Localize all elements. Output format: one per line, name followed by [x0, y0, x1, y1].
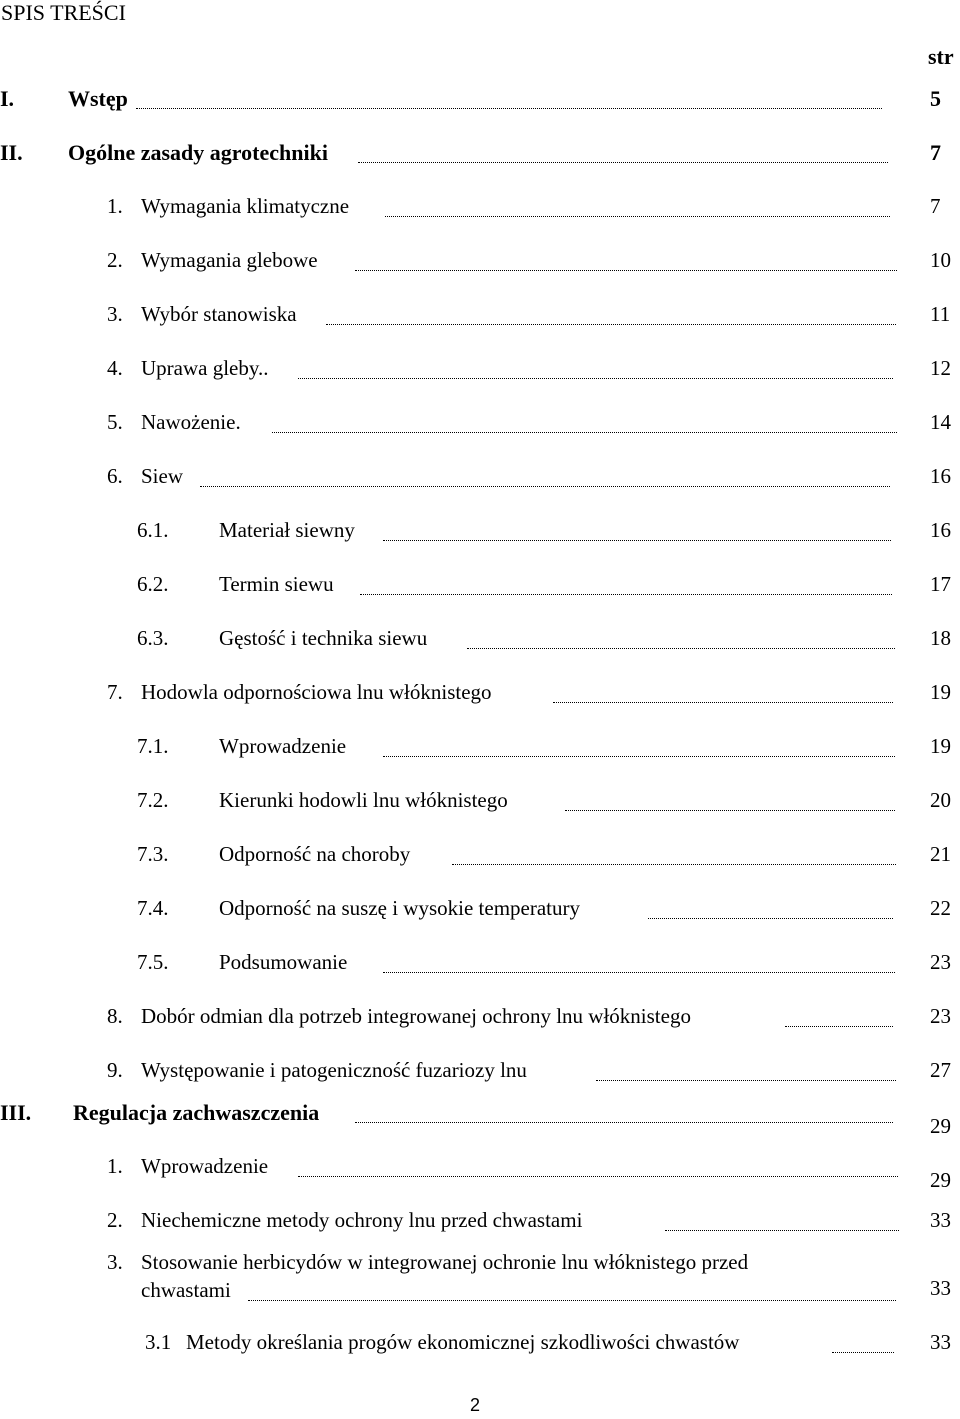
toc-entry-page: 16 [930, 518, 951, 542]
toc-entry-number: I. [0, 86, 15, 111]
toc-entry[interactable] [0, 356, 960, 396]
leader-dots [383, 540, 891, 541]
toc-entry[interactable] [0, 1004, 960, 1044]
leader-dots [326, 324, 896, 325]
toc-entry-page: 18 [930, 626, 951, 650]
toc-entry[interactable] [0, 896, 960, 936]
toc-entry-number: 7. [107, 680, 123, 704]
leader-dots [248, 1300, 896, 1301]
toc-entry-page: 21 [930, 842, 951, 866]
toc-entry-title: Nawożenie. [141, 410, 241, 434]
toc-entry-title: Metody określania progów ekonomicznej szkodliwości chwastów [186, 1330, 740, 1354]
toc-entry-title: Siew [141, 464, 183, 488]
toc-entry-number: 1. [107, 194, 123, 218]
toc-entry-page: 14 [930, 410, 951, 434]
leader-dots [383, 756, 895, 757]
toc-entry-number: 7.2. [137, 788, 169, 812]
toc-entry[interactable] [0, 1330, 960, 1370]
toc-entry-title: Wstęp [68, 86, 128, 111]
toc-entry-title: Niechemiczne metody ochrony lnu przed chwastami [141, 1208, 583, 1232]
toc-entry-title: Podsumowanie [219, 950, 348, 974]
leader-dots [452, 864, 896, 865]
toc-entry-title: Regulacja zachwaszczenia [73, 1100, 320, 1125]
leader-dots [785, 1026, 893, 1027]
toc-entry-page: 29 [930, 1114, 951, 1138]
toc-entry-page: 7 [930, 194, 941, 218]
toc-entry-title: Wymagania glebowe [141, 248, 318, 272]
toc-entry-page: 33 [930, 1276, 951, 1300]
leader-dots [200, 486, 890, 487]
toc-entry-title: Dobór odmian dla potrzeb integrowanej ochrony lnu włóknistego [141, 1004, 691, 1028]
toc-entry-page: 17 [930, 572, 951, 596]
toc-entry-page: 27 [930, 1058, 951, 1082]
toc-entry-title: Wymagania klimatyczne [141, 194, 350, 218]
toc-entry-page: 11 [930, 302, 951, 326]
toc-entry[interactable] [0, 86, 960, 126]
toc-entry-number: 6.3. [137, 626, 169, 650]
toc-entry-title: Uprawa gleby.. [141, 356, 269, 380]
toc-entry-title-continued: chwastami [141, 1278, 231, 1302]
toc-entry-title: Wybór stanowiska [141, 302, 297, 326]
toc-entry[interactable] [0, 1208, 960, 1248]
toc-entry[interactable] [0, 842, 960, 882]
page-number: 2 [470, 1395, 481, 1415]
leader-dots [355, 1122, 893, 1123]
toc-entry[interactable] [0, 140, 960, 180]
toc-entry[interactable] [0, 194, 960, 234]
leader-dots [298, 1176, 898, 1177]
toc-entry-page: 29 [930, 1168, 951, 1192]
toc-entry-number: II. [0, 140, 23, 165]
toc-entry-page: 12 [930, 356, 951, 380]
toc-entry[interactable] [0, 680, 960, 720]
toc-entry-number: 5. [107, 410, 123, 434]
toc-entry[interactable] [0, 950, 960, 990]
toc-entry[interactable] [0, 788, 960, 828]
toc-entry-page: 10 [930, 248, 951, 272]
toc-entry-number: 3.1 [145, 1330, 172, 1354]
leader-dots [648, 918, 893, 919]
toc-entry[interactable] [0, 626, 960, 666]
toc-entry[interactable] [0, 1058, 960, 1098]
toc-entry-number: 2. [107, 1208, 123, 1232]
toc-entry-title: Występowanie i patogeniczność fuzariozy lnu [141, 1058, 527, 1082]
leader-dots [136, 108, 882, 109]
toc-entry-title: Wprowadzenie [219, 734, 347, 758]
toc-entry-page: 33 [930, 1208, 951, 1232]
toc-entry[interactable] [0, 734, 960, 774]
toc-entry-page: 19 [930, 734, 951, 758]
toc-entry-number: 7.5. [137, 950, 169, 974]
leader-dots [467, 648, 895, 649]
toc-entry-title: Stosowanie herbicydów w integrowanej ochronie lnu włóknistego przed [141, 1250, 749, 1274]
toc-title: SPIS TREŚCI [1, 0, 126, 25]
leader-dots [358, 162, 888, 163]
toc-entry-page: 33 [930, 1330, 951, 1354]
toc-entry-number: 6. [107, 464, 123, 488]
leader-dots [385, 216, 890, 217]
toc-entry-number: 7.3. [137, 842, 169, 866]
toc-entry-number: 7.4. [137, 896, 169, 920]
toc-entry[interactable] [0, 410, 960, 450]
toc-entry-title: Hodowla odpornościowa lnu włóknistego [141, 680, 492, 704]
toc-entry-title: Termin siewu [219, 572, 334, 596]
toc-entry-title: Kierunki hodowli lnu włóknistego [219, 788, 508, 812]
leader-dots [383, 972, 895, 973]
toc-entry-number: 7.1. [137, 734, 169, 758]
toc-entry[interactable] [0, 302, 960, 342]
toc-entry[interactable] [0, 1154, 960, 1194]
toc-entry-number: 4. [107, 356, 123, 380]
toc-entry[interactable] [0, 518, 960, 558]
page-column-label: str [928, 44, 954, 69]
leader-dots [832, 1352, 894, 1353]
leader-dots [665, 1230, 899, 1231]
toc-entry-number: 3. [107, 1250, 123, 1274]
toc-entry-page: 22 [930, 896, 951, 920]
toc-entry-title: Gęstość i technika siewu [219, 626, 428, 650]
toc-entry-title: Odporność na suszę i wysokie temperatury [219, 896, 580, 920]
toc-entry-title: Odporność na choroby [219, 842, 411, 866]
toc-entry-number: III. [0, 1100, 32, 1125]
leader-dots [298, 378, 893, 379]
toc-entry[interactable] [0, 1100, 960, 1140]
toc-entry-page: 7 [930, 140, 941, 165]
toc-entry[interactable] [0, 464, 960, 504]
leader-dots [565, 810, 895, 811]
toc-entry-number: 1. [107, 1154, 123, 1178]
toc-entry-number: 9. [107, 1058, 123, 1082]
toc-entry-page: 20 [930, 788, 951, 812]
toc-entry-number: 3. [107, 302, 123, 326]
leader-dots [553, 702, 893, 703]
toc-entry-title: Materiał siewny [219, 518, 355, 542]
toc-entry-number: 2. [107, 248, 123, 272]
toc-entry-page: 23 [930, 950, 951, 974]
toc-entry-title: Wprowadzenie [141, 1154, 269, 1178]
leader-dots [272, 432, 897, 433]
toc-entry[interactable] [0, 1250, 960, 1310]
leader-dots [355, 270, 897, 271]
toc-entry-page: 19 [930, 680, 951, 704]
toc-entry-number: 6.1. [137, 518, 169, 542]
toc-entry-title: Ogólne zasady agrotechniki [68, 140, 328, 165]
toc-entry-page: 5 [930, 86, 941, 111]
toc-entry-page: 16 [930, 464, 951, 488]
toc-entry[interactable] [0, 572, 960, 612]
toc-entry-number: 8. [107, 1004, 123, 1028]
toc-entry[interactable] [0, 248, 960, 288]
toc-entry-number: 6.2. [137, 572, 169, 596]
leader-dots [596, 1080, 896, 1081]
toc-entry-page: 23 [930, 1004, 951, 1028]
leader-dots [360, 594, 892, 595]
